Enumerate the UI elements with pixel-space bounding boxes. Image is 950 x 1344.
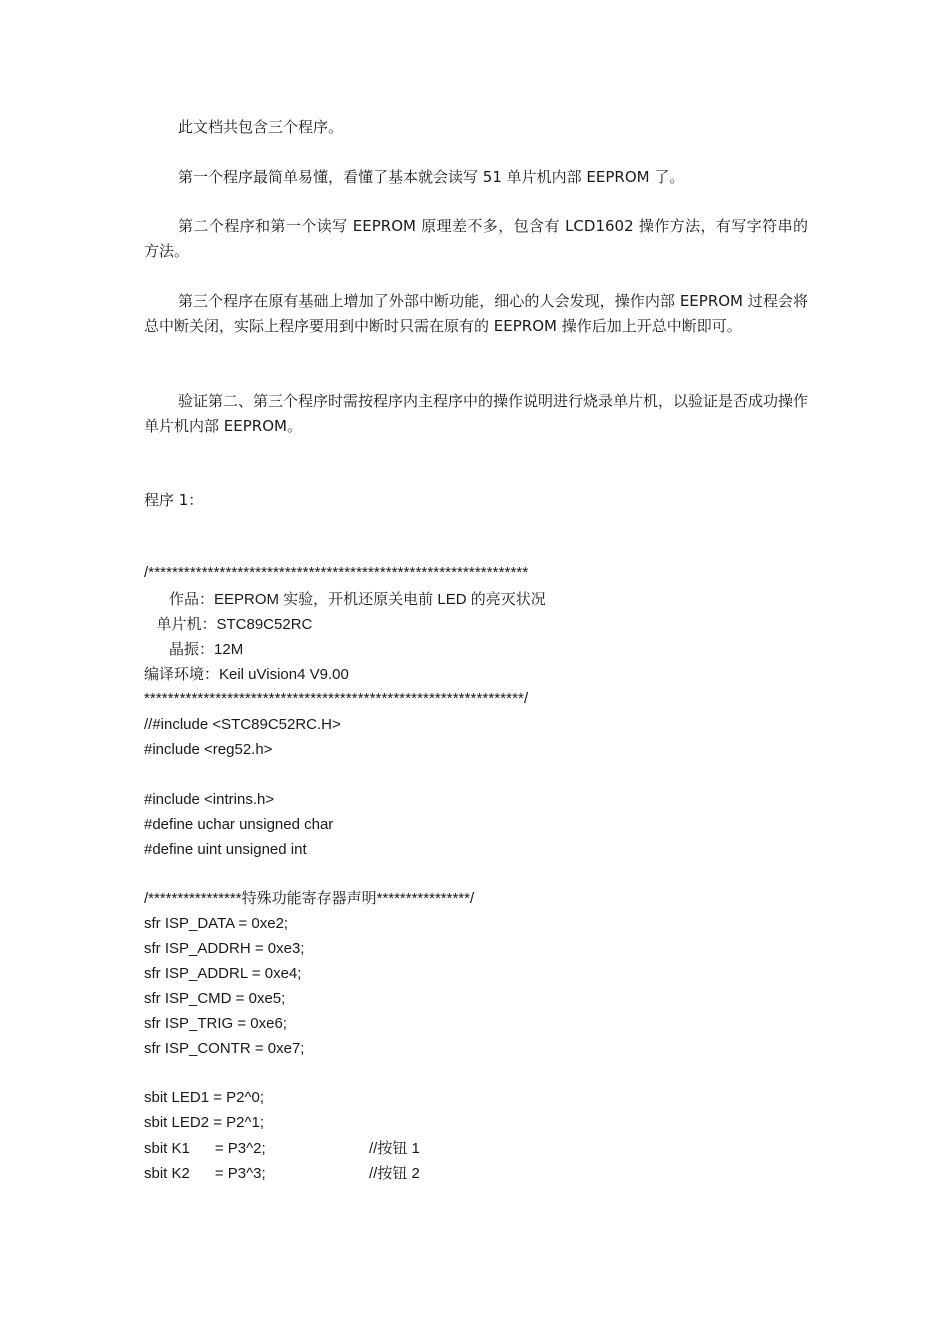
intro-text-5: 验证第二、第三个程序时需按程序内主程序中的操作说明进行烧录单片机，以验证是否成功操作单片机内部 EEPROM。	[144, 392, 809, 435]
intro-text-3: 第二个程序和第一个读写 EEPROM 原理差不多，包含有 LCD1602 操作方法，有写字符串的方法。	[144, 217, 808, 260]
code-sbit-k1: sbit K1 = P3^2;	[144, 1140, 266, 1157]
header-comment-top: /****************************************************************	[144, 564, 529, 581]
code-sfr-line: sfr ISP_CMD = 0xe5;	[144, 990, 286, 1007]
code-comment-k1: //按钮 1	[369, 1140, 420, 1157]
intro-paragraph-1	[144, 115, 808, 140]
header-line-env: 编译环境：Keil uVision4 V9.00	[144, 666, 349, 683]
code-include-reg52: #include <reg52.h>	[144, 741, 273, 758]
code-sbit-k2: sbit K2 = P3^3;	[144, 1165, 266, 1182]
code-define-uchar: #define uchar unsigned char	[144, 816, 334, 833]
intro-text-2: 第一个程序最简单易懂，看懂了基本就会读写 51 单片机内部 EEPROM 了。	[178, 168, 685, 186]
code-include-intrins: #include <intrins.h>	[144, 791, 275, 808]
code-sfr-line: sfr ISP_ADDRL = 0xe4;	[144, 965, 302, 982]
code-include-commented: //#include <STC89C52RC.H>	[144, 716, 341, 733]
code-define-uint: #define uint unsigned int	[144, 841, 307, 858]
intro-paragraph-2	[144, 165, 808, 190]
code-comment-k2: //按钮 2	[369, 1165, 420, 1182]
header-line-work: 作品：EEPROM 实验，开机还原关电前 LED 的亮灭状况	[144, 591, 546, 608]
intro-text-4: 第三个程序在原有基础上增加了外部中断功能，细心的人会发现，操作内部 EEPROM 过程会将总中断关闭，实际上程序要用到中断时只需在原有的 EEPROM 操作后加上开总中断即可。	[144, 292, 808, 335]
code-sfr-line: sfr ISP_ADDRH = 0xe3;	[144, 940, 305, 957]
code-sfr-line: sfr ISP_CONTR = 0xe7;	[144, 1040, 305, 1057]
code-sfr-line: sfr ISP_TRIG = 0xe6;	[144, 1015, 287, 1032]
code-sfr-line: sfr ISP_DATA = 0xe2;	[144, 915, 289, 932]
intro-paragraph-4	[144, 289, 808, 339]
program1-heading: 程序 1：	[144, 491, 204, 509]
intro-paragraph-5	[144, 389, 808, 439]
code-sbit-led2: sbit LED2 = P2^1;	[144, 1114, 265, 1131]
header-comment-bottom: ****************************************************************/	[144, 690, 529, 707]
code-sbit-led1: sbit LED1 = P2^0;	[144, 1089, 265, 1106]
intro-paragraph-3	[144, 214, 808, 264]
header-line-crystal: 晶振：12M	[144, 641, 244, 658]
header-line-mcu: 单片机：STC89C52RC	[144, 616, 313, 633]
intro-text-1: 此文档共包含三个程序。	[178, 118, 344, 136]
code-sfr-comment: /****************特殊功能寄存器声明****************/	[144, 890, 475, 907]
